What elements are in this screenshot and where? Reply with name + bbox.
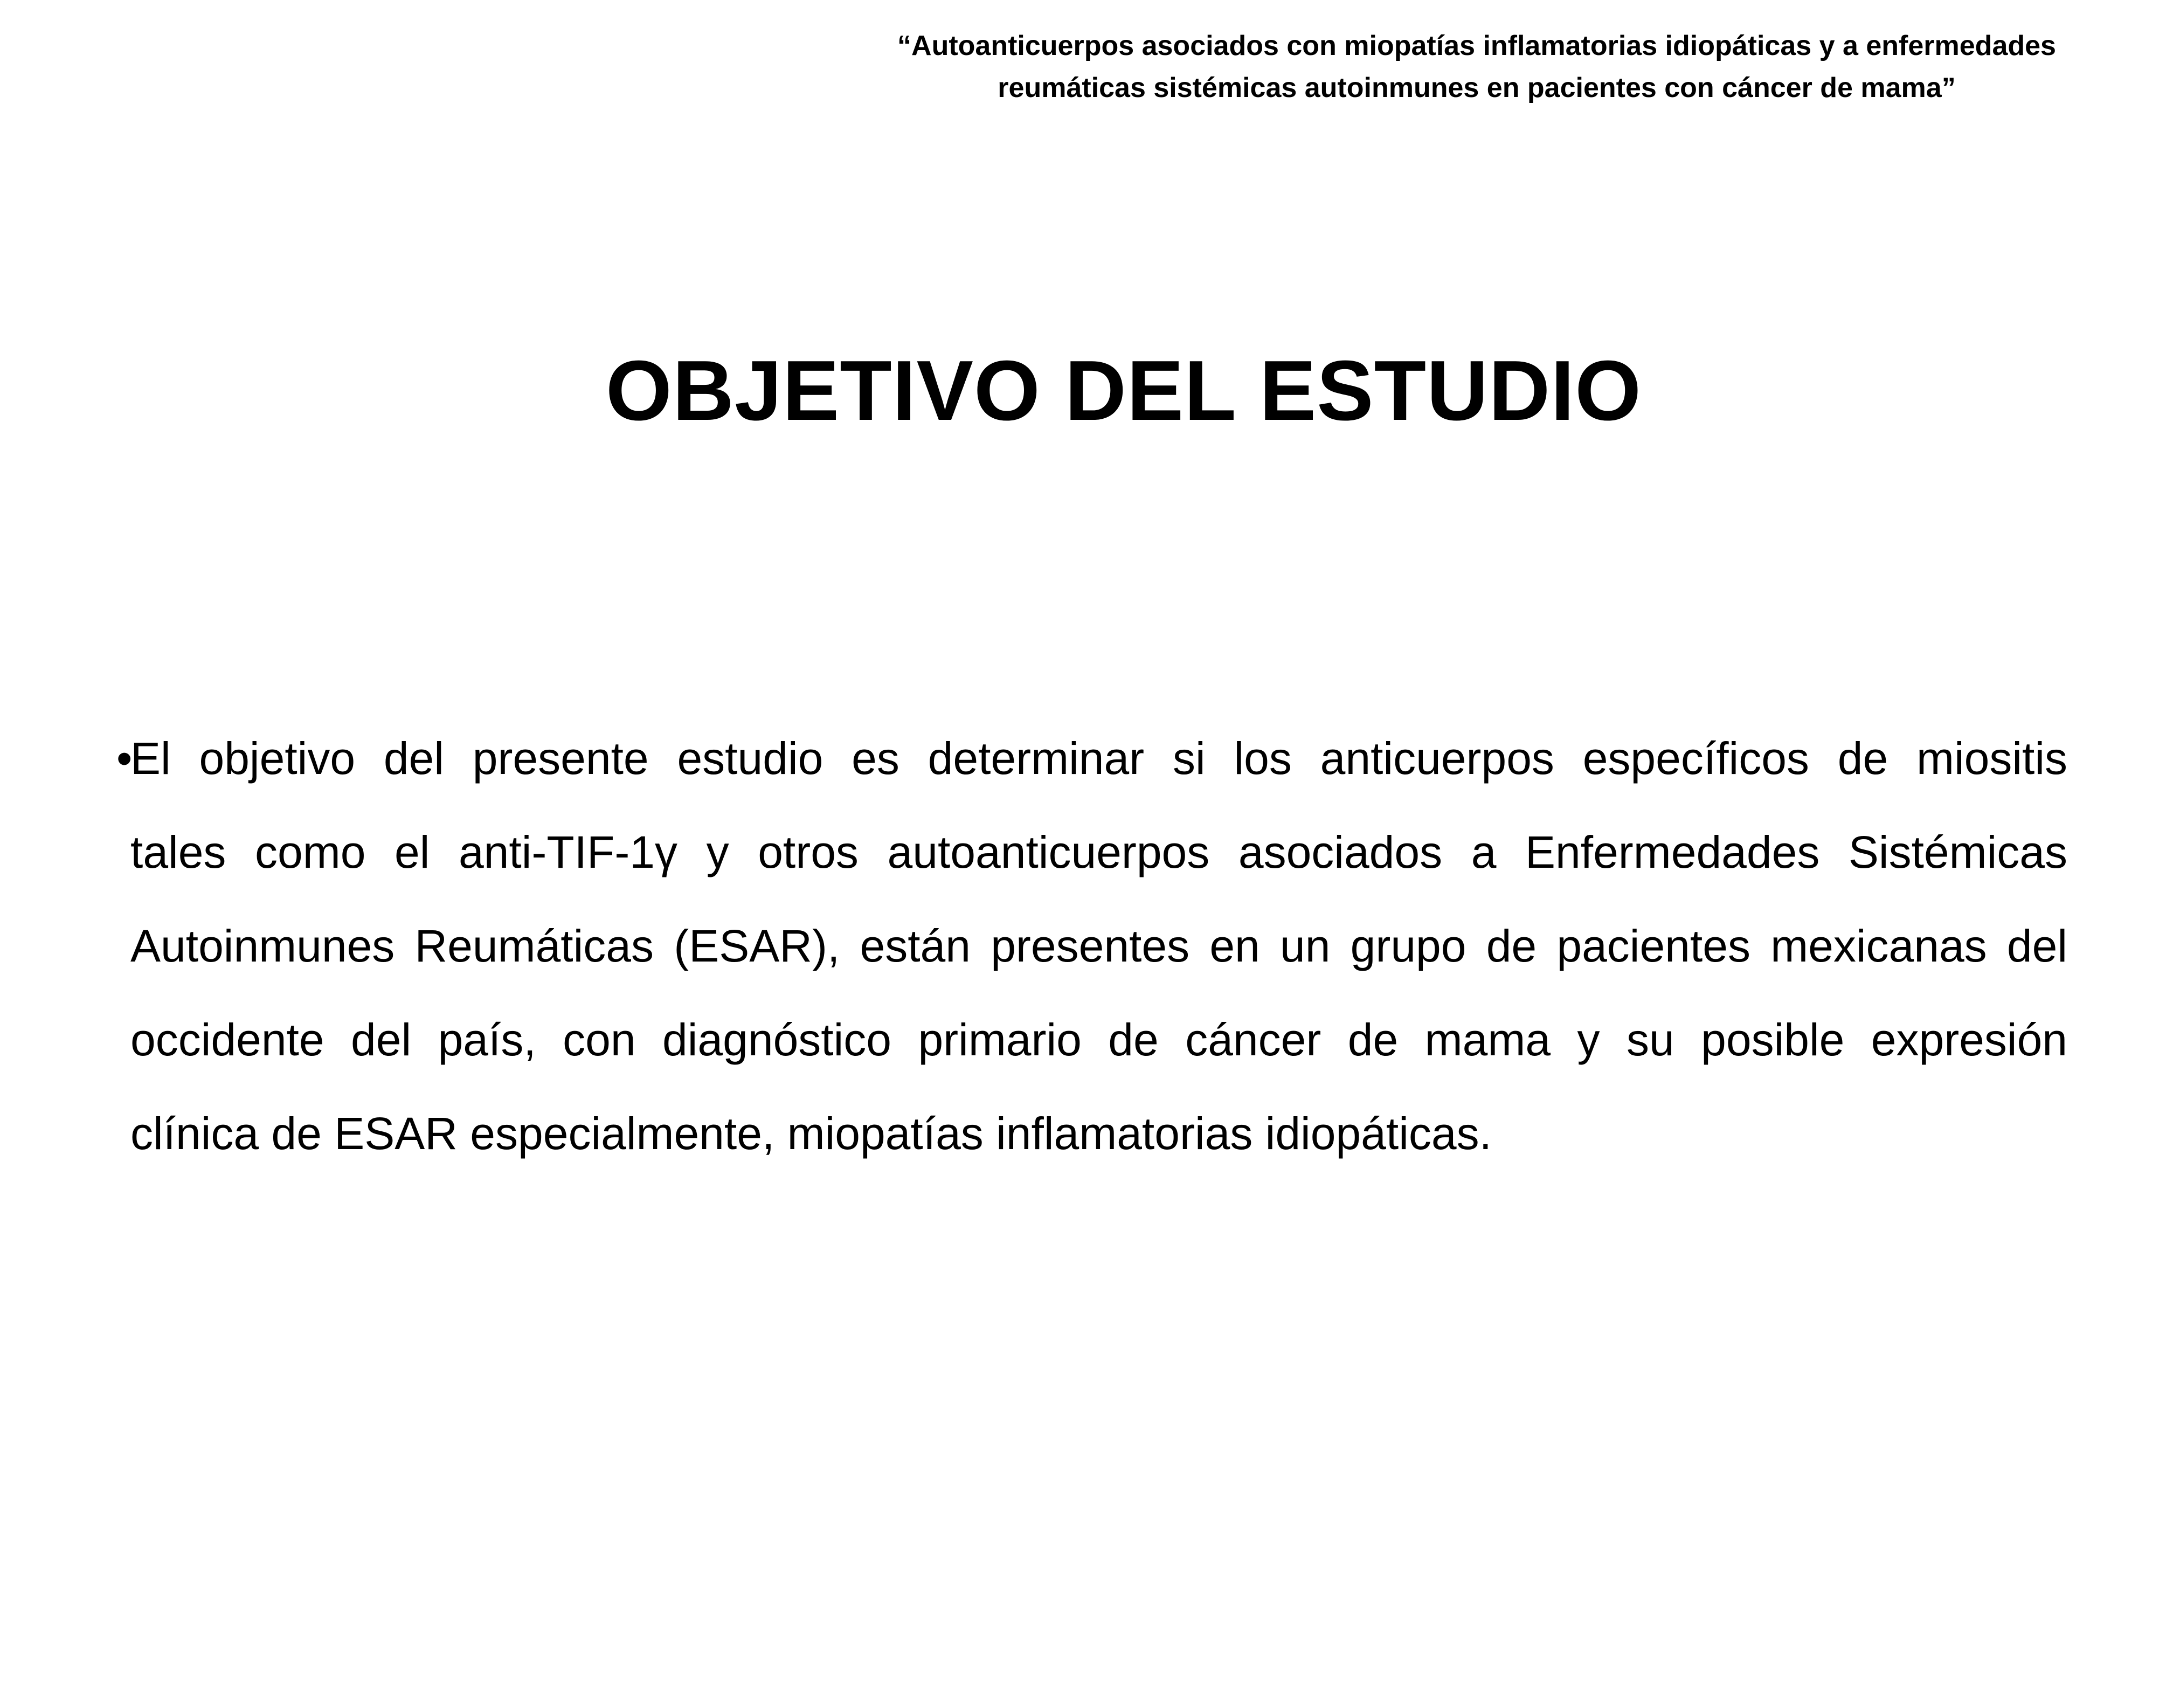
paragraph-line-5: clínica de ESAR especialmente, miopatías inflamatorias idiopáticas.: [130, 1108, 1492, 1159]
slide-title: OBJETIVO DEL ESTUDIO: [605, 343, 1642, 438]
paragraph-line-4: occidente del país, con diagnóstico primario de cáncer de mama y su posible expresión: [130, 1014, 2067, 1065]
header-line-1: “Autoanticuerpos asociados con miopatías inflamatorias idiopáticas y a enfermedades: [897, 30, 2056, 61]
objective-paragraph: [116, 711, 2067, 1180]
paragraph-line-1: El objetivo del presente estudio es determinar si los anticuerpos específicos de miositis: [130, 733, 2067, 784]
paragraph-line-2: tales como el anti-TIF-1γ y otros autoanticuerpos asociados a Enfermedades Sistémicas: [130, 827, 2067, 877]
paragraph-line-3: Autoinmunes Reumáticas (ESAR), están presentes en un grupo de pacientes mexicanas del: [130, 921, 2067, 971]
bullet-item: [116, 711, 2067, 1180]
header-line-2: reumáticas sistémicas autoinmunes en pacientes con cáncer de mama”: [998, 72, 1956, 103]
bullet-glyph: •: [116, 733, 133, 784]
running-header: [841, 25, 2113, 109]
